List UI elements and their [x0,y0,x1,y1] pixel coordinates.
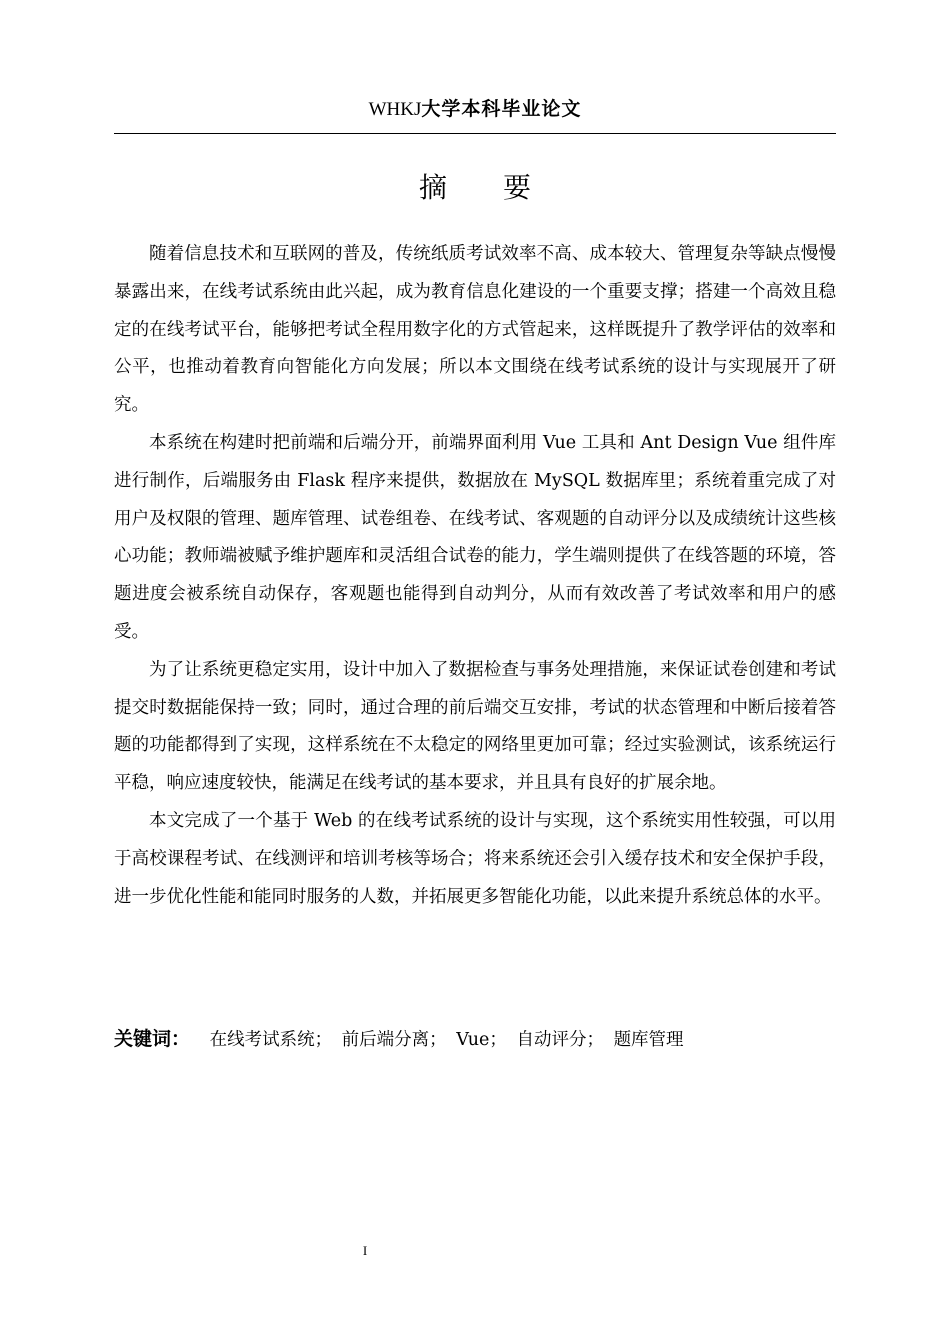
header-rule [114,133,836,134]
abstract-paragraph-2: 本系统在构建时把前端和后端分开，前端界面利用 Vue 工具和 Ant Design Vue 组件库进行制作，后端服务由 Flask 程序来提供，数据放在 MySQL 数据库里；系统着重完成了对用户及权限的管理、题库管理、试卷组卷、在线考试、客观题的自动评分以及成绩统计这些核心功能；教师端被赋予维护题库和灵活组合试卷的能力，学生端则提供了在线答题的环境，答题进度会被系统自动保存，客观题也能得到自动判分，从而有效改善了考试效率和用户的感受。 [114,432,836,642]
keyword-item: 题库管理 [613,1030,684,1050]
keyword-item: 在线考试系统； [209,1030,333,1050]
page-number: I [362,1243,368,1258]
keyword-item: 前后端分离； [341,1030,447,1050]
abstract-paragraph-4: 本文完成了一个基于 Web 的在线考试系统的设计与实现，这个系统实用性较强，可以用于高校课程考试、在线测评和培训考核等场合；将来系统还会引入缓存技术和安全保护手段，进一步优化性能和能同时服务的人数，并拓展更多智能化功能，以此来提升系统总体的水平。 [114,810,836,907]
running-header [114,94,836,121]
abstract-paragraph-1: 随着信息技术和互联网的普及，传统纸质考试效率不高、成本较大、管理复杂等缺点慢慢暴露出来，在线考试系统由此兴起，成为教育信息化建设的一个重要支撑；搭建一个高效且稳定的在线考试平台，能够把考试全程用数字化的方式管起来，这样既提升了教学评估的效率和公平，也推动着教育向智能化方向发展；所以本文围绕在线考试系统的设计与实现展开了研究。 [114,244,836,416]
header-university-code: WHKJ [368,99,422,120]
abstract-body [114,236,836,916]
keyword-item: Vue； [456,1030,507,1050]
keywords-line [114,1024,836,1051]
abstract-paragraph-3: 为了让系统更稳定实用，设计中加入了数据检查与事务处理措施，来保证试卷创建和考试提交时数据能保持一致；同时，通过合理的前后端交互安排，考试的状态管理和中断后接着答题的功能都得到了实现，这样系统在不太稳定的网络里更加可靠；经过实验测试，该系统运行平稳，响应速度较快，能满足在线考试的基本要求，并且具有良好的扩展余地。 [114,659,836,794]
keywords-label: 关键词： [114,1028,191,1050]
page-title: 摘要 [418,171,587,204]
keyword-item: 自动评分； [516,1030,604,1050]
header-thesis-type: 大学本科毕业论文 [421,98,582,120]
